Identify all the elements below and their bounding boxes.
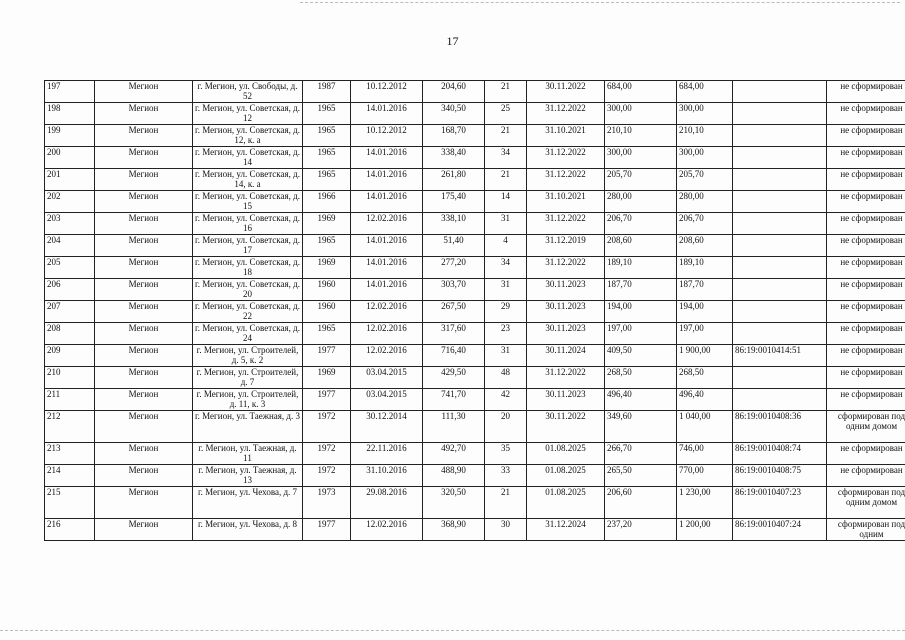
date-cell: 12.02.2016 [351,323,423,345]
area-cell: 429,50 [423,367,485,389]
table-row [45,367,905,389]
address-cell: г. Мегион, ул. Свободы, д. 52 [193,81,303,103]
cost-cell: 189,10 [605,257,677,279]
date-cell: 03.04.2015 [351,389,423,411]
wear-cell: 31 [485,213,527,235]
address-cell: г. Мегион, ул. Советская, д. 12 [193,103,303,125]
cadastral-number-cell: 86:19:0010407:24 [733,519,827,541]
year-cell: 1960 [303,279,351,301]
date-cell: 12.02.2016 [351,519,423,541]
cost-cell: 206,70 [605,213,677,235]
area-cell: 338,10 [423,213,485,235]
date-cell: 22.11.2016 [351,443,423,465]
area-cell: 492,70 [423,443,485,465]
status-cell: не сформирован [827,191,905,213]
city-cell: Мегион [95,367,193,389]
table-row [45,389,905,411]
city-cell: Мегион [95,465,193,487]
cadastral-number-cell [733,257,827,279]
plan-date-cell: 31.10.2021 [527,191,605,213]
wear-cell: 21 [485,169,527,191]
address-cell: г. Мегион, ул. Советская, д. 12, к. а [193,125,303,147]
table-row [45,323,905,345]
cost-total-cell: 206,70 [677,213,733,235]
cost-cell: 280,00 [605,191,677,213]
area-cell: 277,20 [423,257,485,279]
wear-cell: 30 [485,519,527,541]
area-cell: 340,50 [423,103,485,125]
address-cell: г. Мегион, ул. Таежная, д. 13 [193,465,303,487]
address-cell: г. Мегион, ул. Чехова, д. 8 [193,519,303,541]
table-row [45,213,905,235]
table-row [45,169,905,191]
table-row [45,103,905,125]
table-body [45,81,905,541]
table-row [45,81,905,103]
cost-cell: 300,00 [605,103,677,125]
plan-date-cell: 01.08.2025 [527,487,605,519]
plan-date-cell: 01.08.2025 [527,443,605,465]
address-cell: г. Мегион, ул. Советская, д. 16 [193,213,303,235]
year-cell: 1972 [303,411,351,443]
area-cell: 267,50 [423,301,485,323]
cost-total-cell: 496,40 [677,389,733,411]
wear-cell: 21 [485,125,527,147]
year-cell: 1966 [303,191,351,213]
status-cell: не сформирован [827,103,905,125]
status-cell: сформирован под одним домом [827,411,905,443]
cost-total-cell: 194,00 [677,301,733,323]
city-cell: Мегион [95,345,193,367]
row-number: 203 [45,213,95,235]
table-row [45,411,905,443]
cost-cell: 300,00 [605,147,677,169]
area-cell: 716,40 [423,345,485,367]
date-cell: 14.01.2016 [351,103,423,125]
table-row [45,125,905,147]
plan-date-cell: 30.11.2022 [527,411,605,443]
year-cell: 1977 [303,519,351,541]
city-cell: Мегион [95,257,193,279]
area-cell: 111,30 [423,411,485,443]
cost-total-cell: 1 200,00 [677,519,733,541]
cadastral-number-cell [733,81,827,103]
cost-cell: 206,60 [605,487,677,519]
cadastral-number-cell [733,367,827,389]
registry-table [44,80,905,541]
cost-total-cell: 205,70 [677,169,733,191]
year-cell: 1965 [303,147,351,169]
plan-date-cell: 31.12.2022 [527,257,605,279]
cost-total-cell: 300,00 [677,103,733,125]
cost-total-cell: 197,00 [677,323,733,345]
cost-total-cell: 684,00 [677,81,733,103]
cost-cell: 409,50 [605,345,677,367]
cost-cell: 205,70 [605,169,677,191]
year-cell: 1987 [303,81,351,103]
cost-total-cell: 770,00 [677,465,733,487]
plan-date-cell: 31.12.2024 [527,519,605,541]
year-cell: 1965 [303,125,351,147]
date-cell: 14.01.2016 [351,235,423,257]
wear-cell: 29 [485,301,527,323]
wear-cell: 42 [485,389,527,411]
table-row [45,519,905,541]
status-cell: не сформирован [827,81,905,103]
date-cell: 03.04.2015 [351,367,423,389]
wear-cell: 14 [485,191,527,213]
plan-date-cell: 01.08.2025 [527,465,605,487]
cost-cell: 194,00 [605,301,677,323]
city-cell: Мегион [95,169,193,191]
plan-date-cell: 31.12.2019 [527,235,605,257]
wear-cell: 31 [485,345,527,367]
cadastral-number-cell: 86:19:0010408:74 [733,443,827,465]
area-cell: 261,80 [423,169,485,191]
address-cell: г. Мегион, ул. Советская, д. 14, к. а [193,169,303,191]
year-cell: 1965 [303,169,351,191]
date-cell: 31.10.2016 [351,465,423,487]
status-cell: не сформирован [827,367,905,389]
date-cell: 14.01.2016 [351,169,423,191]
row-number: 197 [45,81,95,103]
row-number: 206 [45,279,95,301]
address-cell: г. Мегион, ул. Таежная, д. 11 [193,443,303,465]
cadastral-number-cell [733,323,827,345]
year-cell: 1972 [303,443,351,465]
address-cell: г. Мегион, ул. Чехова, д. 7 [193,487,303,519]
cadastral-number-cell: 86:19:0010408:75 [733,465,827,487]
page-number: 17 [446,34,459,48]
cost-cell: 349,60 [605,411,677,443]
row-number: 198 [45,103,95,125]
row-number: 208 [45,323,95,345]
wear-cell: 35 [485,443,527,465]
cost-total-cell: 1 040,00 [677,411,733,443]
city-cell: Мегион [95,301,193,323]
date-cell: 14.01.2016 [351,191,423,213]
row-number: 200 [45,147,95,169]
cost-total-cell: 1 900,00 [677,345,733,367]
plan-date-cell: 31.12.2022 [527,213,605,235]
status-cell: не сформирован [827,345,905,367]
scan-artifact-bottom [0,630,905,632]
wear-cell: 25 [485,103,527,125]
status-cell: не сформирован [827,301,905,323]
area-cell: 320,50 [423,487,485,519]
row-number: 210 [45,367,95,389]
year-cell: 1969 [303,367,351,389]
city-cell: Мегион [95,81,193,103]
cadastral-number-cell [733,169,827,191]
address-cell: г. Мегион, ул. Советская, д. 17 [193,235,303,257]
cost-cell: 684,00 [605,81,677,103]
date-cell: 12.02.2016 [351,345,423,367]
address-cell: г. Мегион, ул. Советская, д. 14 [193,147,303,169]
plan-date-cell: 31.12.2022 [527,147,605,169]
area-cell: 303,70 [423,279,485,301]
cost-total-cell: 210,10 [677,125,733,147]
status-cell: не сформирован [827,213,905,235]
row-number: 209 [45,345,95,367]
address-cell: г. Мегион, ул. Советская, д. 20 [193,279,303,301]
area-cell: 168,70 [423,125,485,147]
cost-cell: 237,20 [605,519,677,541]
date-cell: 10.12.2012 [351,125,423,147]
scan-artifact-top [300,2,900,4]
row-number: 201 [45,169,95,191]
wear-cell: 4 [485,235,527,257]
table-row [45,487,905,519]
wear-cell: 33 [485,465,527,487]
date-cell: 12.02.2016 [351,213,423,235]
cost-total-cell: 268,50 [677,367,733,389]
wear-cell: 21 [485,487,527,519]
cost-cell: 266,70 [605,443,677,465]
status-cell: не сформирован [827,465,905,487]
year-cell: 1972 [303,465,351,487]
date-cell: 12.02.2016 [351,301,423,323]
table-row [45,191,905,213]
cadastral-number-cell: 86:19:0010414:51 [733,345,827,367]
wear-cell: 20 [485,411,527,443]
row-number: 207 [45,301,95,323]
date-cell: 14.01.2016 [351,279,423,301]
area-cell: 488,90 [423,465,485,487]
year-cell: 1977 [303,389,351,411]
address-cell: г. Мегион, ул. Строителей, д. 11, к. 3 [193,389,303,411]
cost-cell: 210,10 [605,125,677,147]
cadastral-number-cell [733,301,827,323]
cost-total-cell: 187,70 [677,279,733,301]
row-number: 211 [45,389,95,411]
status-cell: не сформирован [827,279,905,301]
wear-cell: 34 [485,147,527,169]
cadastral-number-cell [733,103,827,125]
row-number: 216 [45,519,95,541]
date-cell: 14.01.2016 [351,147,423,169]
city-cell: Мегион [95,487,193,519]
date-cell: 14.01.2016 [351,257,423,279]
cadastral-number-cell [733,213,827,235]
table-row [45,443,905,465]
address-cell: г. Мегион, ул. Советская, д. 18 [193,257,303,279]
cost-total-cell: 189,10 [677,257,733,279]
row-number: 204 [45,235,95,257]
city-cell: Мегион [95,213,193,235]
cadastral-number-cell: 86:19:0010407:23 [733,487,827,519]
year-cell: 1965 [303,323,351,345]
status-cell: не сформирован [827,389,905,411]
wear-cell: 34 [485,257,527,279]
wear-cell: 21 [485,81,527,103]
plan-date-cell: 30.11.2023 [527,279,605,301]
row-number: 215 [45,487,95,519]
year-cell: 1965 [303,235,351,257]
city-cell: Мегион [95,519,193,541]
table-row [45,279,905,301]
plan-date-cell: 30.11.2023 [527,389,605,411]
city-cell: Мегион [95,279,193,301]
status-cell: сформирован под одним [827,519,905,541]
cost-total-cell: 1 230,00 [677,487,733,519]
status-cell: не сформирован [827,235,905,257]
table-row [45,147,905,169]
cost-cell: 197,00 [605,323,677,345]
status-cell: сформирован под одним домом [827,487,905,519]
year-cell: 1977 [303,345,351,367]
table-row [45,257,905,279]
address-cell: г. Мегион, ул. Советская, д. 15 [193,191,303,213]
table-row [45,301,905,323]
row-number: 214 [45,465,95,487]
status-cell: не сформирован [827,257,905,279]
address-cell: г. Мегион, ул. Таежная, д. 3 [193,411,303,443]
table-row [45,465,905,487]
row-number: 205 [45,257,95,279]
area-cell: 51,40 [423,235,485,257]
cadastral-number-cell [733,235,827,257]
row-number: 199 [45,125,95,147]
area-cell: 204,60 [423,81,485,103]
row-number: 202 [45,191,95,213]
area-cell: 368,90 [423,519,485,541]
area-cell: 741,70 [423,389,485,411]
cost-total-cell: 280,00 [677,191,733,213]
table-row [45,235,905,257]
plan-date-cell: 31.12.2022 [527,103,605,125]
year-cell: 1960 [303,301,351,323]
area-cell: 317,60 [423,323,485,345]
year-cell: 1965 [303,103,351,125]
cadastral-number-cell [733,279,827,301]
cadastral-number-cell [733,147,827,169]
status-cell: не сформирован [827,125,905,147]
city-cell: Мегион [95,235,193,257]
cadastral-number-cell [733,191,827,213]
cost-cell: 268,50 [605,367,677,389]
cost-total-cell: 208,60 [677,235,733,257]
year-cell: 1969 [303,257,351,279]
cost-cell: 187,70 [605,279,677,301]
table-row [45,345,905,367]
cost-cell: 496,40 [605,389,677,411]
date-cell: 29.08.2016 [351,487,423,519]
address-cell: г. Мегион, ул. Строителей, д. 5, к. 2 [193,345,303,367]
wear-cell: 48 [485,367,527,389]
cost-cell: 265,50 [605,465,677,487]
plan-date-cell: 31.10.2021 [527,125,605,147]
row-number: 212 [45,411,95,443]
year-cell: 1969 [303,213,351,235]
city-cell: Мегион [95,389,193,411]
address-cell: г. Мегион, ул. Советская, д. 24 [193,323,303,345]
year-cell: 1973 [303,487,351,519]
status-cell: не сформирован [827,169,905,191]
address-cell: г. Мегион, ул. Строителей, д. 7 [193,367,303,389]
plan-date-cell: 30.11.2023 [527,323,605,345]
city-cell: Мегион [95,103,193,125]
plan-date-cell: 31.12.2022 [527,169,605,191]
city-cell: Мегион [95,191,193,213]
date-cell: 10.12.2012 [351,81,423,103]
plan-date-cell: 30.11.2023 [527,301,605,323]
wear-cell: 23 [485,323,527,345]
cadastral-number-cell: 86:19:0010408:36 [733,411,827,443]
city-cell: Мегион [95,411,193,443]
city-cell: Мегион [95,147,193,169]
cadastral-number-cell [733,125,827,147]
address-cell: г. Мегион, ул. Советская, д. 22 [193,301,303,323]
cost-total-cell: 746,00 [677,443,733,465]
row-number: 213 [45,443,95,465]
status-cell: не сформирован [827,443,905,465]
status-cell: не сформирован [827,323,905,345]
plan-date-cell: 31.12.2022 [527,367,605,389]
cadastral-number-cell [733,389,827,411]
area-cell: 175,40 [423,191,485,213]
cost-total-cell: 300,00 [677,147,733,169]
city-cell: Мегион [95,443,193,465]
cost-cell: 208,60 [605,235,677,257]
status-cell: не сформирован [827,147,905,169]
area-cell: 338,40 [423,147,485,169]
city-cell: Мегион [95,125,193,147]
wear-cell: 31 [485,279,527,301]
city-cell: Мегион [95,323,193,345]
plan-date-cell: 30.11.2024 [527,345,605,367]
date-cell: 30.12.2014 [351,411,423,443]
plan-date-cell: 30.11.2022 [527,81,605,103]
